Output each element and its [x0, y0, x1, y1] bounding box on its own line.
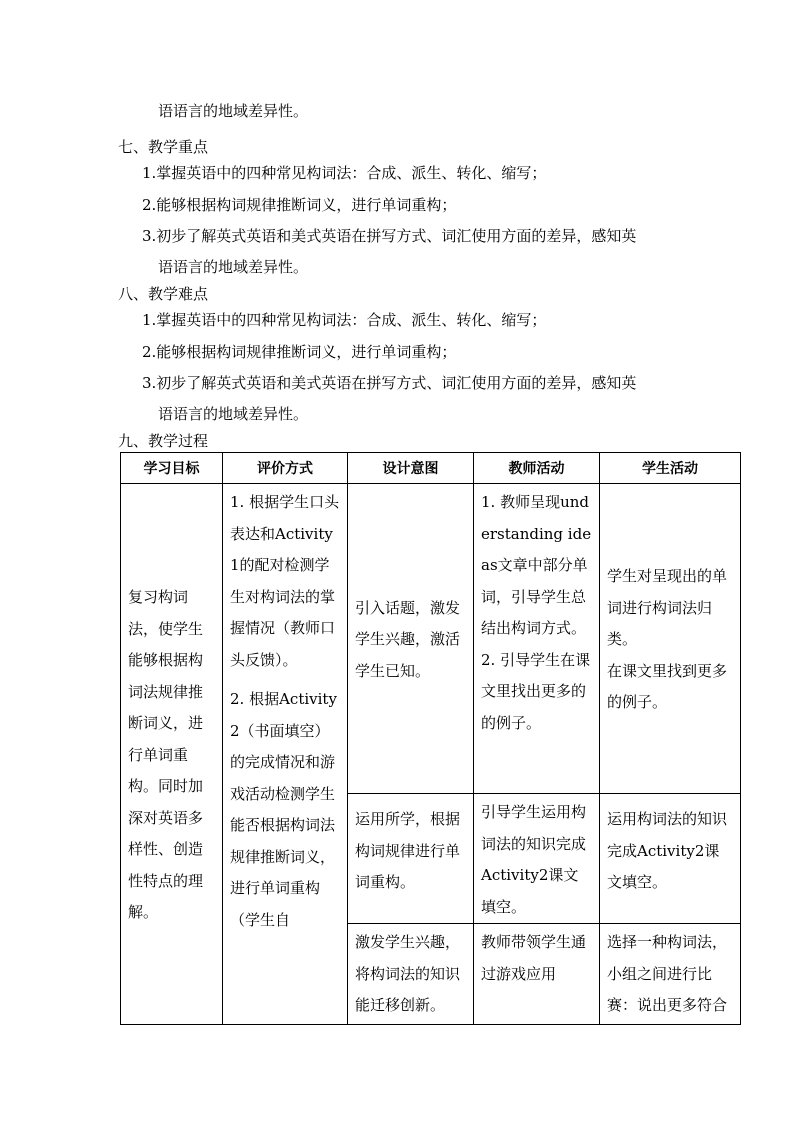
header-design-intent: 设计意图	[348, 453, 474, 484]
evaluation-part-1: 1. 根据学生口头表达和Activity1的配对检测学生对构词法的掌握情况（教师口头反馈）。	[230, 493, 340, 669]
teacher-activity-cell-1	[474, 484, 600, 794]
student-activity-cell-3	[600, 924, 741, 1025]
student-activity-text-1a: 学生对呈现出的单词进行构词法归类。	[607, 567, 728, 649]
section8-item-1: 1.掌握英语中的四种常见构词法：合成、派生、转化、缩写；	[142, 311, 547, 329]
student-activity-cell-1	[600, 484, 741, 794]
table-header-row	[121, 453, 741, 484]
design-intent-text-3: 激发学生兴趣，将构词法的知识能迁移创新。	[355, 933, 461, 1014]
design-intent-text-2: 运用所学，根据构词规律进行单词重构。	[355, 810, 461, 891]
student-activity-text-3: 选择一种构词法，小组之间进行比赛：说出更多符合	[607, 933, 728, 1014]
teacher-activity-text-2: 引导学生运用构词法的知识完成Activity2课文填空。	[481, 803, 587, 916]
teacher-activity-text-3: 教师带领学生通过游戏应用	[481, 933, 587, 983]
table-row	[121, 484, 741, 794]
design-intent-cell-1	[348, 484, 474, 794]
teacher-activity-cell-2	[474, 794, 600, 924]
design-intent-cell-3	[348, 924, 474, 1025]
top-continuation: 语语言的地域差异性。	[158, 102, 309, 120]
section7-item-3: 3.初步了解英式英语和美式英语在拼写方式、词汇使用方面的差异，感知英	[142, 227, 637, 245]
evaluation-part-2: 2. 根据Activity2（书面填空）的完成情况和游戏活动检测学生能否根据构词法规律推断词义，进行单词重构（学生自	[230, 690, 337, 929]
section8-heading: 八、教学难点	[118, 285, 209, 303]
teacher-activity-text-1a: 1. 教师呈现understanding ideas文章中部分单词，引导学生总结出构词方式。	[481, 493, 592, 637]
teacher-activity-text-1b: 2. 引导学生在课文里找出更多的的例子。	[481, 650, 591, 732]
student-activity-text-2: 运用构词法的知识完成Activity2课文填空。	[607, 810, 728, 891]
section8-continuation: 语语言的地域差异性。	[158, 405, 309, 423]
learning-goal-cell	[121, 484, 223, 1025]
section9-heading: 九、教学过程	[118, 432, 209, 450]
teaching-process-table	[120, 452, 741, 1025]
section7-continuation: 语语言的地域差异性。	[158, 258, 309, 276]
design-intent-cell-2	[348, 794, 474, 924]
header-student-activity: 学生活动	[600, 453, 741, 484]
learning-goal-text: 复习构词法，使学生能够根据构词法规律推断词义，进行单词重构。同时加深对英语多样性、创造性特点的理解。	[128, 588, 204, 922]
section8-item-2: 2.能够根据构词规律推断词义，进行单词重构；	[142, 343, 457, 361]
section7-heading: 七、教学重点	[118, 138, 209, 156]
header-evaluation: 评价方式	[223, 453, 348, 484]
section7-item-2: 2.能够根据构词规律推断词义，进行单词重构；	[142, 196, 457, 214]
student-activity-cell-2	[600, 794, 741, 924]
teacher-activity-cell-3	[474, 924, 600, 1025]
student-activity-text-1b: 在课文里找到更多的例子。	[607, 661, 728, 712]
header-teacher-activity: 教师活动	[474, 453, 600, 484]
design-intent-text-1: 引入话题，激发学生兴趣，激活学生已知。	[355, 598, 461, 680]
section8-item-3: 3.初步了解英式英语和美式英语在拼写方式、词汇使用方面的差异，感知英	[142, 374, 637, 392]
evaluation-cell	[223, 484, 348, 1025]
header-learning-goal: 学习目标	[121, 453, 223, 484]
section7-item-1: 1.掌握英语中的四种常见构词法：合成、派生、转化、缩写；	[142, 164, 547, 182]
